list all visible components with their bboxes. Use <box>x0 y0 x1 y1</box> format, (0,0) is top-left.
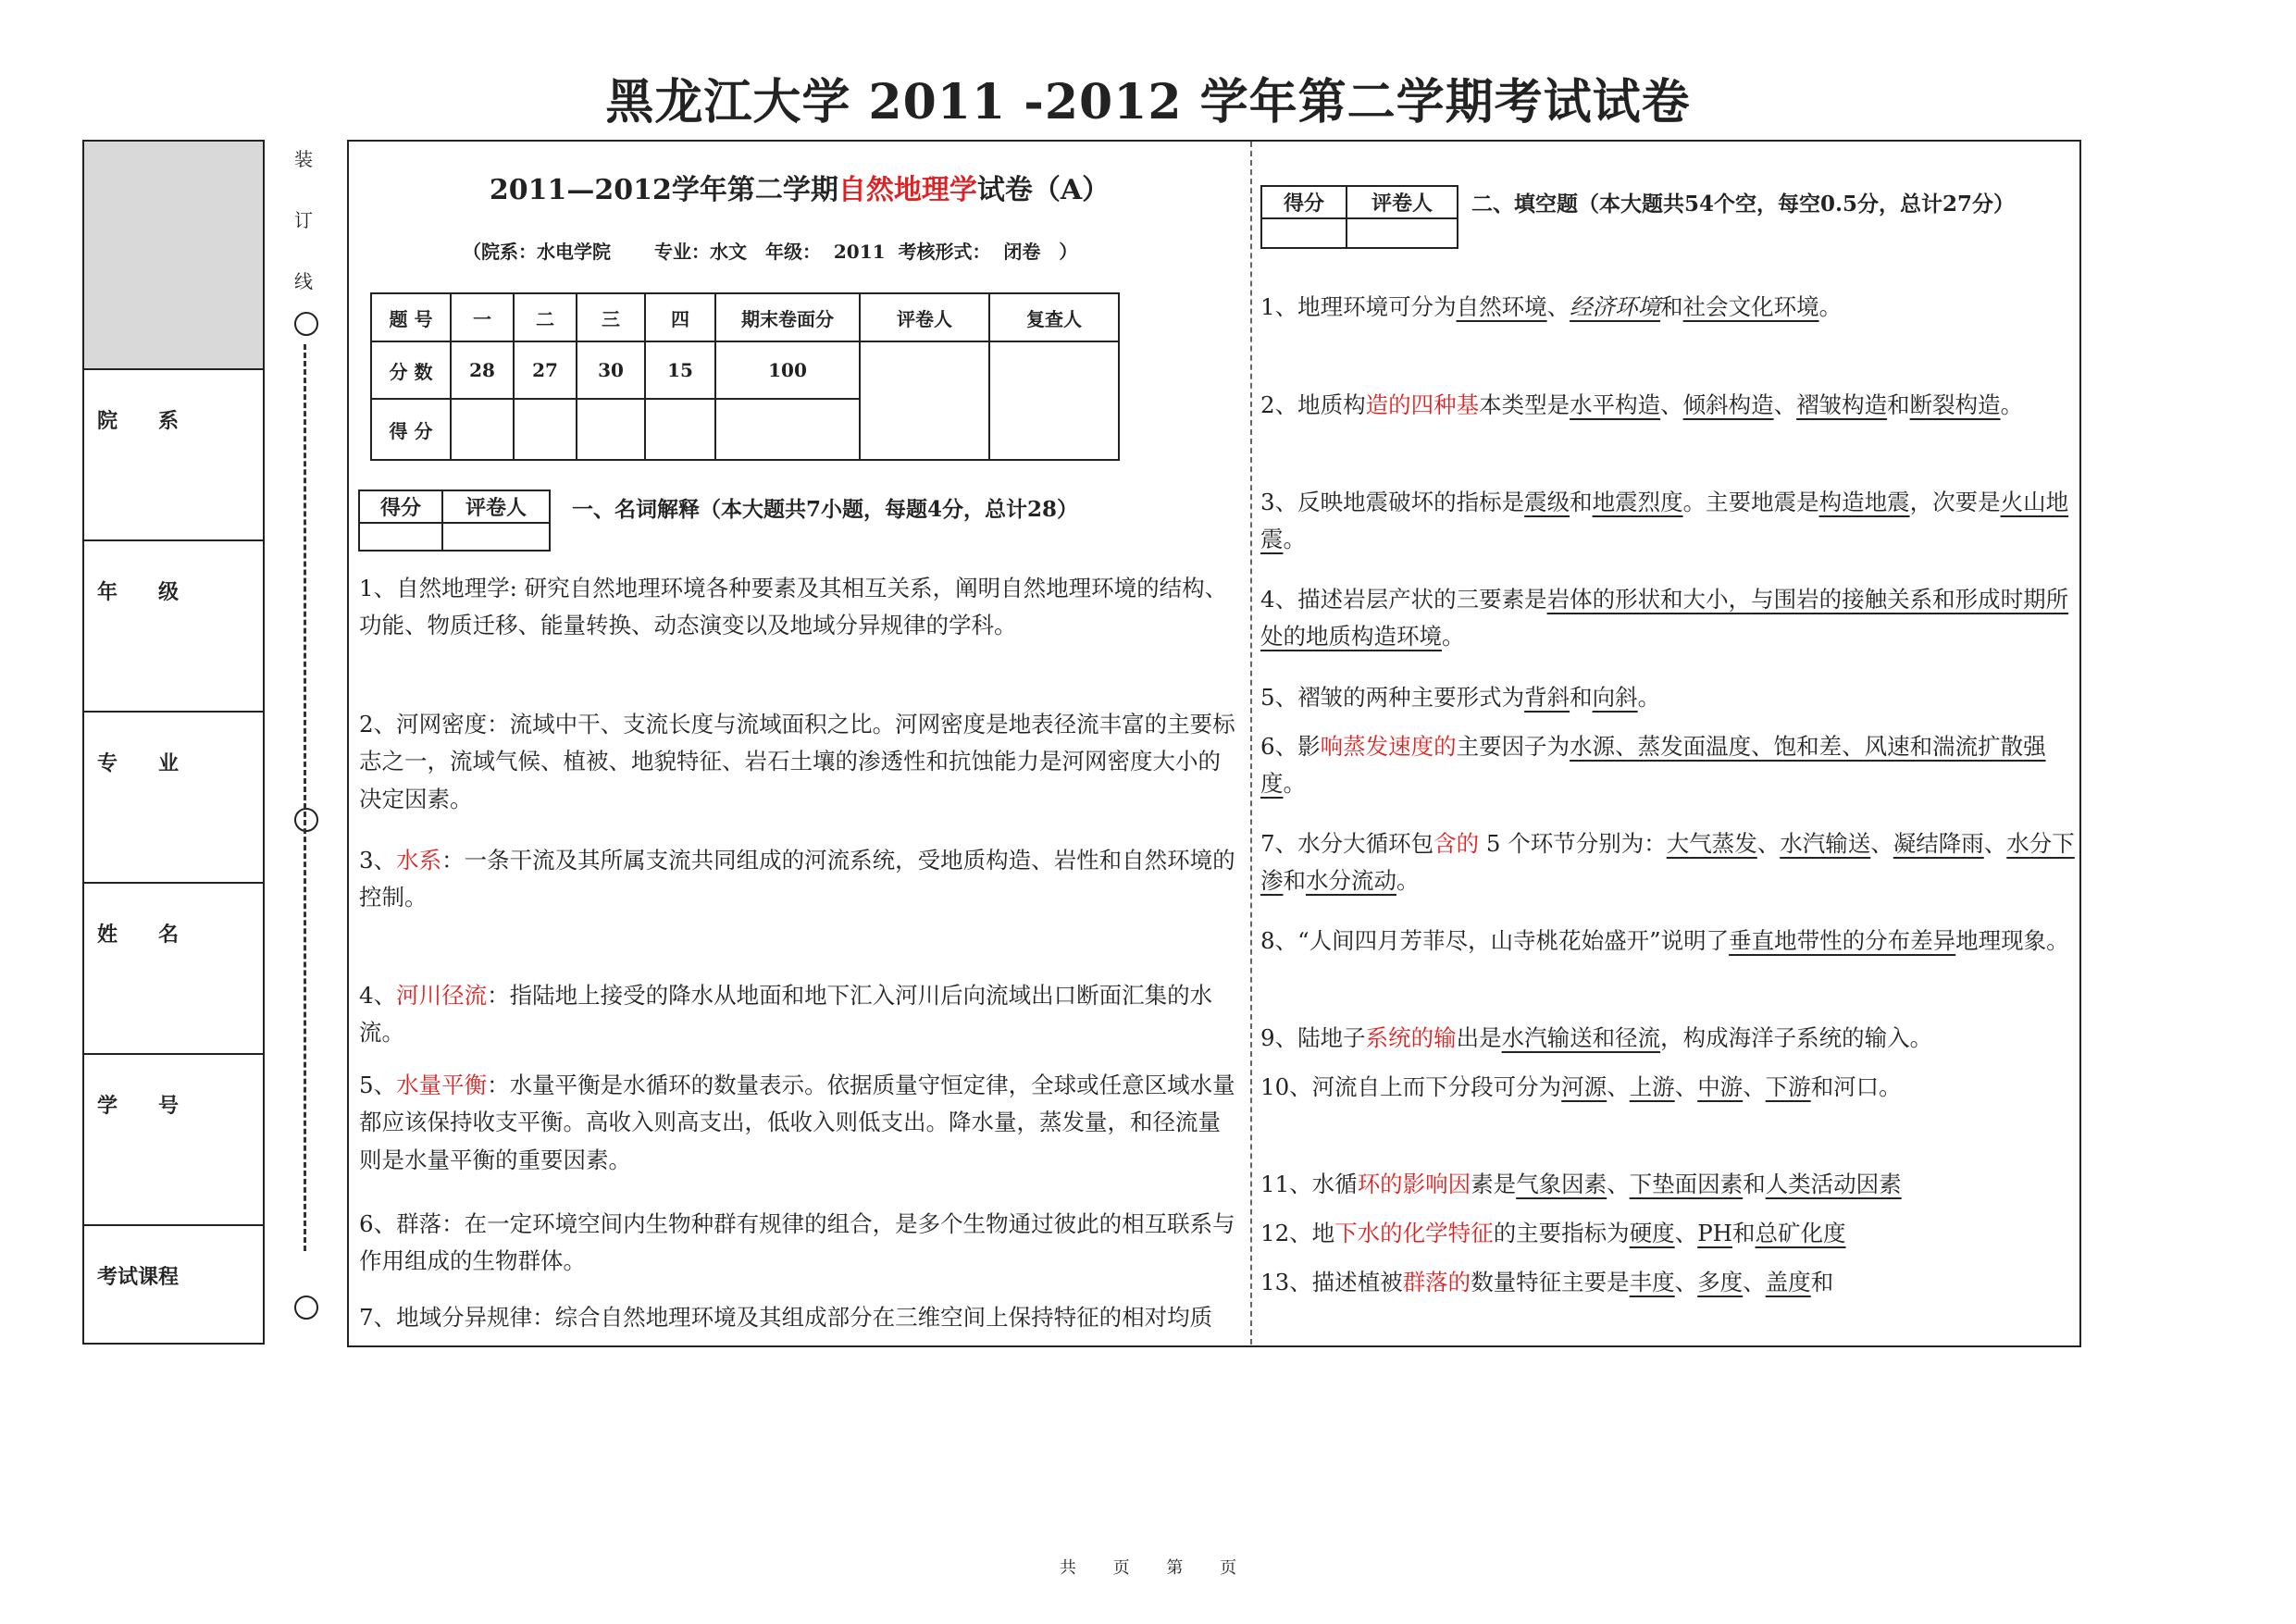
earned-cell[interactable] <box>645 399 715 460</box>
answer-blank: 岩体的形状和大小， <box>1546 586 1752 613</box>
answer-blank: 水分流动 <box>1306 867 1396 895</box>
definition-item: 2、河网密度：流域中干、支流长度与流域面积之比。河网密度是地表径流丰富的主要标志之一，流域气候、植被、地貌特征、岩石土壤的渗透性和抗蚀能力是河网密度大小的决定因素。 <box>359 711 1235 812</box>
answer-blank: 河源 <box>1561 1073 1607 1100</box>
answer-blank: 总矿化度 <box>1755 1220 1846 1246</box>
answer-blank: 与围岩的接触关系和形成时期所处的地质构造环境 <box>1260 586 2069 651</box>
fill-question: 4、描述岩层产状的三要素是岩体的形状和大小，与围岩的接触关系和形成时期所处的地质构造环境。 <box>1260 586 2069 651</box>
answer-blank: 火山地震 <box>1260 489 2069 553</box>
exam-info: （院系：水电学院 专业：水文 年级： 2011 考核形式： 闭卷 ） <box>463 241 1078 263</box>
answer-blank: 气象因素 <box>1516 1171 1607 1197</box>
total-label: 期末卷面分 <box>715 293 860 341</box>
term: 自然地理学 <box>396 575 510 601</box>
exam-course-name: 自然地理学 <box>838 174 977 206</box>
question-points: 27 <box>514 341 577 399</box>
answer-blank: 多度 <box>1697 1269 1744 1295</box>
answer-blank: 水汽输送 <box>1780 830 1871 857</box>
fill-question: 5、褶皱的两种主要形式为背斜和向斜。 <box>1260 684 1661 711</box>
row-head-question: 题 号 <box>371 293 451 341</box>
earned-total-cell[interactable] <box>715 399 860 460</box>
earned-cell[interactable] <box>514 399 577 460</box>
question-number: 三 <box>577 293 645 341</box>
score-input-cell[interactable] <box>359 523 442 551</box>
answer-blank: 社会文化环境 <box>1682 293 1819 320</box>
fill-question: 7、水分大循环包含的 5 个环节分别为：大气蒸发、水汽输送、凝结降雨、水分下渗和水分流动。 <box>1260 830 2075 895</box>
fill-question: 8、“人间四月芳菲尽，山寺桃花始盛开”说明了垂直地带性的分布差异地理现象。 <box>1260 927 2069 954</box>
answer-blank: 水汽输送和径流 <box>1501 1024 1661 1051</box>
question-points: 15 <box>645 341 715 399</box>
answer-blank: 自然环境 <box>1456 293 1547 320</box>
answer-blank: 经济环境 <box>1570 293 1661 320</box>
answer-blank: 盖度 <box>1765 1269 1811 1295</box>
term: 河川径流 <box>396 982 488 1009</box>
answer-blank: 倾斜构造 <box>1682 391 1774 418</box>
answer-blank: 水源、蒸发面温度、饱和差、风速和湍流扩散强度 <box>1260 733 2046 798</box>
term: 群落 <box>396 1210 442 1237</box>
field-department: 院 系 <box>84 370 263 541</box>
answer-blank: 水平构造 <box>1570 391 1661 418</box>
grader-label: 评卷人 <box>1347 186 1458 218</box>
binding-char: 线 <box>294 270 313 292</box>
exam-title-suffix: 试卷（A） <box>976 174 1111 206</box>
answer-blank: 背斜 <box>1524 684 1570 711</box>
field-course: 考试课程 <box>97 1265 180 1289</box>
question-number: 二 <box>514 293 577 341</box>
score-summary-table <box>370 292 1120 461</box>
fill-question: 12、地下水的化学特征的主要指标为硬度、PH和总矿化度 <box>1260 1220 1846 1246</box>
binding-char: 订 <box>294 209 313 231</box>
answer-blank: 下垫面因素 <box>1629 1171 1744 1197</box>
answer-blank: PH <box>1697 1220 1733 1246</box>
binding-char: 装 <box>294 148 313 170</box>
score-label: 得分 <box>1261 186 1347 218</box>
section1-heading: 一、名词解释（本大题共7小题，每题4分，总计28） <box>572 497 1079 522</box>
answer-blank: 下游 <box>1765 1073 1811 1100</box>
grader-label: 评卷人 <box>442 490 550 523</box>
grader-signature-cell[interactable] <box>860 341 989 460</box>
answer-blank: 中游 <box>1697 1073 1744 1100</box>
exam-title-year: 2011—2012学年第二学期 <box>489 174 838 206</box>
answer-blank: 上游 <box>1629 1073 1675 1100</box>
answer-blank: 向斜 <box>1592 684 1638 711</box>
field-major: 专 业 <box>84 713 263 884</box>
binding-dashed-line <box>304 344 306 1251</box>
definition-item: 5、水量平衡：水量平衡是水循环的数量表示。依据质量守恒定律，全球或任意区域水量都应该保持收支平衡。高收入则高支出，低收入则低支出。降水量，蒸发量，和径流量则是水量平衡的重要因素。 <box>359 1072 1235 1173</box>
fill-question: 6、影响蒸发速度的主要因子为水源、蒸发面温度、饱和差、风速和湍流扩散强度。 <box>1260 733 2046 798</box>
definition-item: 1、自然地理学: 研究自然地理环境各种要素及其相互关系，阐明自然地理环境的结构、功能、物质迁移、能量转换、动态演变以及地域分异规律的学科。 <box>359 575 1228 639</box>
question-points: 28 <box>451 341 514 399</box>
answer-blank: 断裂构造 <box>1909 391 2001 418</box>
row-head-earned: 得 分 <box>371 399 451 460</box>
question-number: 四 <box>645 293 715 341</box>
column-divider <box>1250 142 1252 1345</box>
section2-heading: 二、填空题（本大题共54个空，每空0.5分，总计27分） <box>1471 192 2016 217</box>
fill-question: 13、描述植被群落的数量特征主要是丰度、多度、盖度和 <box>1260 1269 1834 1295</box>
term: 水量平衡 <box>396 1072 488 1098</box>
fill-question: 2、地质构造的四种基本类型是水平构造、倾斜构造、褶皱构造和断裂构造。 <box>1260 391 2024 418</box>
grader-input-cell[interactable] <box>1347 218 1458 248</box>
term: 河网密度 <box>396 711 488 738</box>
photo-area <box>84 142 263 370</box>
binding-hole-icon <box>294 808 318 832</box>
binding-hole-icon <box>294 312 318 336</box>
answer-blank: 人类活动因素 <box>1765 1171 1902 1197</box>
term: 地域分异规律 <box>396 1304 533 1331</box>
answer-blank: 丰度 <box>1629 1269 1675 1295</box>
question-number: 一 <box>451 293 514 341</box>
page-footer: 共 页 第 页 <box>1059 1558 1237 1578</box>
grader-input-cell[interactable] <box>442 523 550 551</box>
fill-question: 10、河流自上而下分段可分为河源、上游、中游、下游和河口。 <box>1260 1073 1902 1100</box>
section1-score-box <box>358 490 551 552</box>
section2-score-box <box>1260 185 1458 249</box>
grader-label: 评卷人 <box>860 293 989 341</box>
student-info-panel <box>82 140 265 1345</box>
earned-cell[interactable] <box>451 399 514 460</box>
answer-blank: 凝结降雨 <box>1893 830 1984 857</box>
field-student-id: 学 号 <box>84 1055 263 1226</box>
definition-item: 6、群落：在一定环境空间内生物种群有规律的组合，是多个生物通过彼此的相互联系与作用组成的生物群体。 <box>359 1210 1235 1275</box>
answer-blank: 大气蒸发 <box>1666 830 1757 857</box>
answer-blank: 垂直地带性的分布差异 <box>1729 927 1956 954</box>
score-input-cell[interactable] <box>1261 218 1347 248</box>
field-name: 姓 名 <box>84 884 263 1055</box>
earned-cell[interactable] <box>577 399 645 460</box>
answer-blank: 褶皱构造 <box>1796 391 1888 418</box>
question-points: 30 <box>577 341 645 399</box>
answer-blank: 地震烈度 <box>1592 489 1683 515</box>
score-label: 得分 <box>359 490 442 523</box>
fill-question: 9、陆地子系统的输出是水汽输送和径流，构成海洋子系统的输入。 <box>1260 1024 1933 1051</box>
row-head-points: 分 数 <box>371 341 451 399</box>
definition-item: 7、地域分异规律：综合自然地理环境及其组成部分在三维空间上保持特征的相对均质 <box>359 1304 1213 1331</box>
fill-question: 3、反映地震破坏的指标是震级和地震烈度。主要地震是构造地震，次要是火山地震。 <box>1260 489 2069 553</box>
document-title: 黑龙江大学 2011 -2012 学年第二学期考试试卷 <box>605 74 1691 130</box>
binding-hole-icon <box>294 1295 318 1320</box>
checker-signature-cell[interactable] <box>989 341 1119 460</box>
answer-blank: 震级 <box>1524 489 1570 515</box>
definition-item: 3、水系：一条干流及其所属支流共同组成的河流系统，受地质构造、岩性和自然环境的控制。 <box>359 847 1235 911</box>
fill-question: 11、水循环的影响因素是气象因素、下垫面因素和人类活动因素 <box>1260 1171 1902 1197</box>
answer-blank: 水分下渗 <box>1260 830 2075 895</box>
answer-blank: 硬度 <box>1629 1220 1675 1246</box>
answer-blank: 构造地震 <box>1818 489 1910 515</box>
checker-label: 复查人 <box>989 293 1119 341</box>
field-grade: 年 级 <box>84 541 263 713</box>
exam-title <box>359 167 1240 207</box>
term: 水系 <box>396 847 442 874</box>
definition-item: 4、河川径流：指陆地上接受的降水从地面和地下汇入河川后向流域出口断面汇集的水流。 <box>359 982 1213 1047</box>
total-points: 100 <box>715 341 860 399</box>
fill-question: 1、地理环境可分为自然环境、经济环境和社会文化环境。 <box>1260 293 1843 320</box>
